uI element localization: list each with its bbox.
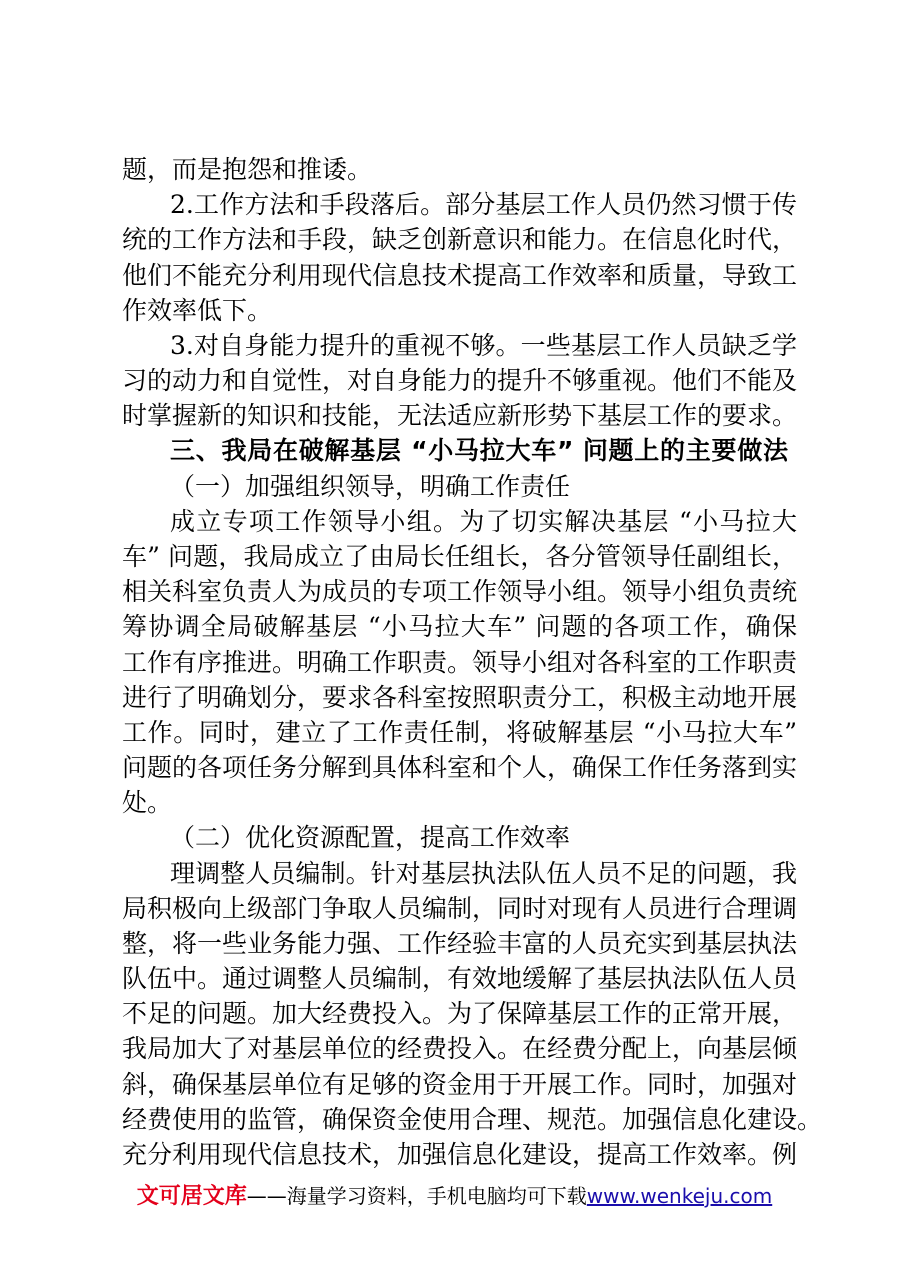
body-line: 成立专项工作领导小组。为了切实解决基层 “小马拉大	[170, 507, 797, 536]
section-heading: 三、我局在破解基层 “小马拉大车” 问题上的主要做法	[170, 436, 788, 465]
body-line: 2.工作方法和手段落后。部分基层工作人员仍然习惯于传	[170, 190, 797, 219]
body-line: 他们不能充分利用现代信息技术提高工作效率和质量，导致工	[122, 261, 798, 290]
footer-brand: 文可居文库	[136, 1184, 247, 1209]
body-line: 经费使用的监管，确保资金使用合理、规范。加强信息化建设。	[122, 1105, 823, 1134]
body-line: 时掌握新的知识和技能，无法适应新形势下基层工作的要求。	[122, 401, 798, 430]
body-line: 统的工作方法和手段，缺乏创新意识和能力。在信息化时代，	[122, 225, 798, 254]
body-line: 队伍中。通过调整人员编制，有效地缓解了基层执法队伍人员	[122, 964, 798, 993]
body-line: 理调整人员编制。针对基层执法队伍人员不足的问题，我	[170, 859, 797, 888]
body-line: 筹协调全局破解基层 “小马拉大车” 问题的各项工作，确保	[122, 612, 797, 641]
body-line: 题，而是抱怨和推诿。	[122, 155, 373, 184]
body-line: 工作。同时，建立了工作责任制，将破解基层 “小马拉大车”	[122, 718, 797, 747]
body-line: 我局加大了对基层单位的经费投入。在经费分配上，向基层倾	[122, 1034, 798, 1063]
body-line: 习的动力和自觉性，对自身能力的提升不够重视。他们不能及	[122, 366, 798, 395]
body-line: 局积极向上级部门争取人员编制，同时对现有人员进行合理调	[122, 894, 798, 923]
footer-banner	[0, 1178, 909, 1214]
body-line: 工作有序推进。明确工作职责。领导小组对各科室的工作职责	[122, 648, 798, 677]
body-line: 进行了明确划分，要求各科室按照职责分工，积极主动地开展	[122, 683, 798, 712]
subsection-heading: （一）加强组织领导，明确工作责任	[170, 472, 571, 501]
body-line: 不足的问题。加大经费投入。为了保障基层工作的正常开展，	[122, 999, 798, 1028]
body-line: 作效率低下。	[122, 296, 273, 325]
body-line: 斜，确保基层单位有足够的资金用于开展工作。同时，加强对	[122, 1070, 798, 1099]
body-line: 处。	[122, 788, 173, 817]
subsection-heading: （二）优化资源配置，提高工作效率	[170, 823, 571, 852]
body-line: 3.对自身能力提升的重视不够。一些基层工作人员缺乏学	[170, 331, 797, 360]
body-line: 充分利用现代信息技术，加强信息化建设，提高工作效率。例	[122, 1140, 798, 1169]
body-line: 问题的各项任务分解到具体科室和个人，确保工作任务落到实	[122, 753, 798, 782]
body-line: 相关科室负责人为成员的专项工作领导小组。领导小组负责统	[122, 577, 798, 606]
footer-link[interactable]: www.wenkeju.com	[586, 1184, 773, 1208]
body-line: 车” 问题，我局成立了由局长任组长，各分管领导任副组长，	[122, 542, 797, 571]
body-line: 整，将一些业务能力强、工作经验丰富的人员充实到基层执法	[122, 929, 798, 958]
footer-slogan: ——海量学习资料，手机电脑均可下载	[246, 1184, 587, 1208]
